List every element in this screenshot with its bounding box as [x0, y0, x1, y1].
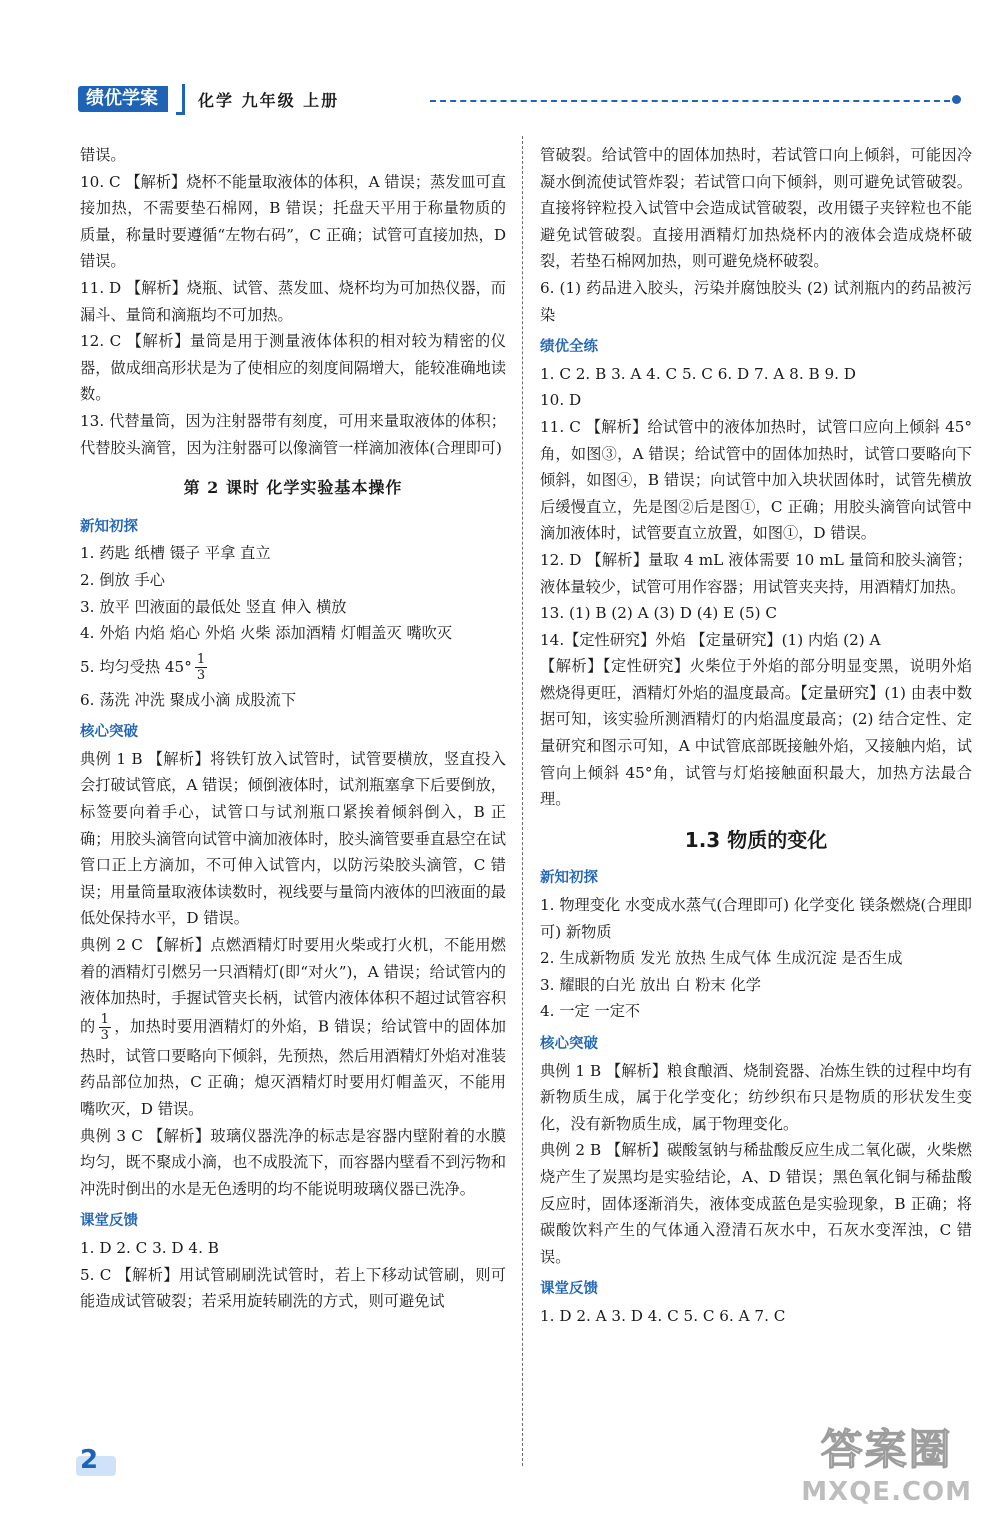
new-item-5 — [80, 647, 506, 687]
example-2-part-a: 典例 2 C 【解析】点燃酒精灯时要用火柴或打火机，不能用燃着的酒精灯引燃另一只酒精灯(即“对火”)，A 错误；给试管内的液体加热时，手握试管夹长柄，试管内液体体积不超过试管容积的 — [80, 936, 506, 1036]
example-3: 典例 3 C 【解析】玻璃仪器洗净的标志是容器内壁附着的水膜均匀，既不聚成小滴，也不成股流下，而容器内壁看不到污物和冲洗时倒出的水是无色透明的均不能说明玻璃仪器已洗净。 — [80, 1126, 506, 1198]
section-heading-feedback: 课堂反馈 — [80, 1213, 138, 1230]
answer-q12: 12. C 【解析】量筒是用于测量液体体积的相对较为精密的仪器，做成细高形状是为了使相应的刻度间隔增大，能较准确地读数。 — [80, 332, 506, 404]
feedback-q5: 5. C 【解析】用试管刷刷洗试管时，若上下移动试管刷，则可能造成试管破裂；若采用旋转刷洗的方式，则可避免试 — [80, 1265, 506, 1311]
example-1: 典例 1 B 【解析】粮食酿酒、烧制瓷器、冶炼生铁的过程中均有新物质生成，属于化学变化；纺纱织布只是物质的形状发生变化，没有新物质生成，属于物理变化。 — [540, 1061, 972, 1133]
header-dot-icon — [952, 95, 961, 104]
example-2-part-b: ，加热时要用酒精灯的外焰，B 错误；给试管中的固体加热时，试管口要略向下倾斜，先预热，然后用酒精灯外焰对准装药品部位加热，C 正确；熄灭酒精灯时要用灯帽盖灭，不能用嘴吹灭，D 错误。 — [80, 1017, 506, 1118]
book-subtitle: 化学 九年级 上册 — [198, 91, 340, 110]
fraction-denominator: 3 — [196, 668, 206, 684]
new-item-1: 1. 物理变化 水变成水蒸气(合理即可) 化学变化 镁条燃烧(合理即可) 新物质 — [540, 896, 972, 941]
brand-bracket — [176, 84, 185, 115]
fraction-one-third — [99, 1012, 111, 1043]
example-1: 典例 1 B 【解析】将铁钉放入试管时，试管要横放，竖直投入会打破试管底，A 错误；倾倒液体时，试剂瓶塞拿下后要倒放，标签要向着手心，试管口与试剂瓶口紧挨着倾斜倒入，B 正确；用胶头滴管向试管中滴加液体时，胶头滴管要垂直悬空在试管口正上方滴加，不可伸入试管内，以防污染胶头滴管，C 错误；用量筒量取液体读数时，视线要与量筒内液体的凹液面的最低处保持水平，D 错误。 — [80, 749, 506, 928]
feedback-q5-continued: 管破裂。给试管中的固体加热时，若试管口向上倾斜，可能因冷凝水倒流使试管炸裂；若试管口向下倾斜，则可避免试管破裂。直接将锌粒投入试管中会造成试管破裂，改用镊子夹锌粒也不能避免试管破裂。直接用酒精灯加热烧杯内的液体会造成烧杯破裂，若垫石棉网加热，则可避免烧杯破裂。 — [540, 146, 972, 271]
practice-answer-12: 12. D 【解析】量取 4 mL 液体需要 10 mL 量筒和胶头滴管；液体量较少，试管可用作容器；用试管夹夹持，用酒精灯加热。 — [540, 550, 972, 596]
fraction-one-third — [195, 652, 207, 683]
section-heading-core: 核心突破 — [540, 1036, 598, 1052]
fraction-numerator: 1 — [196, 652, 206, 668]
new-item-6: 6. 荡洗 冲洗 聚成小滴 成股流下 — [80, 690, 297, 709]
watermark-url: MXQE.COM — [801, 1477, 972, 1507]
new-item-2: 2. 生成新物质 发光 放热 生成气体 生成沉淀 是否生成 — [540, 949, 903, 968]
new-item-5-text: 5. 均匀受热 45° — [80, 657, 192, 676]
practice-answers-1-9: 1. C 2. B 3. A 4. C 5. C 6. D 7. A 8. B 9. D — [540, 364, 856, 383]
practice-answer-14: 14.【定性研究】外焰 【定量研究】(1) 内焰 (2) A — [540, 630, 881, 649]
answer-q11: 11. D 【解析】烧瓶、试管、蒸发皿、烧杯均为可加热仪器，而漏斗、量筒和滴瓶均不可加热。 — [80, 278, 506, 324]
practice-answer-14-explanation: 【解析】【定性研究】火柴位于外焰的部分明显变黑，说明外焰燃烧得更旺，酒精灯外焰的温度最高。【定量研究】(1) 由表中数据可知，该实验所测酒精灯的内焰温度最高；(2) 结合定性、定量研究和图示可知，A 中试管底部既接触外焰，又接触内焰，试管向上倾斜 45°角，试管与灯焰接触面积最大，加热方法最合理。 — [540, 657, 972, 809]
example-2 — [80, 932, 506, 1123]
section-heading-feedback: 课堂反馈 — [540, 1281, 598, 1298]
practice-answer-13: 13. (1) B (2) A (3) D (4) E (5) C — [540, 604, 778, 623]
new-item-3: 3. 放平 凹液面的最低处 竖直 伸入 横放 — [80, 597, 347, 616]
page-header — [78, 84, 978, 124]
practice-answer-10: 10. D — [540, 391, 582, 410]
example-2: 典例 2 B 【解析】碳酸氢钠与稀盐酸反应生成二氧化碳，火柴燃烧产生了炭黑均是实验结论，A、D 错误；黑色氧化铜与稀盐酸反应时，固体逐渐消失，液体变成蓝色是实验现象，B 正确；将碳酸饮料产生的气体通入澄清石灰水中，石灰水变浑浊，C 错误。 — [540, 1141, 972, 1266]
feedback-answers: 1. D 2. A 3. D 4. C 5. C 6. A 7. C — [540, 1306, 786, 1325]
section-heading-core: 核心突破 — [80, 724, 138, 741]
watermark-logo: 答案圈 — [820, 1425, 953, 1474]
new-item-4: 4. 外焰 内焰 焰心 外焰 火柴 添加酒精 灯帽盖灭 嘴吹灭 — [80, 624, 453, 643]
page-number: 2 — [80, 1445, 99, 1475]
header-dashed-rule — [430, 100, 950, 102]
feedback-answers: 1. D 2. C 3. D 4. B — [80, 1238, 219, 1257]
new-item-1: 1. 药匙 纸槽 镊子 平拿 直立 — [80, 544, 271, 563]
section-heading-new: 新知初探 — [80, 518, 138, 535]
new-item-3: 3. 耀眼的白光 放出 白 粉末 化学 — [540, 975, 761, 994]
left-column — [80, 142, 506, 1315]
section-heading-new: 新知初探 — [540, 870, 598, 887]
watermark — [801, 1417, 972, 1507]
answer-text: 错误。 — [80, 146, 126, 164]
answer-q13: 13. 代替量筒，因为注射器带有刻度，可用来量取液体的体积；代替胶头滴管，因为注射器可以像滴管一样滴加液体(合理即可) — [80, 411, 506, 457]
new-item-2: 2. 倒放 手心 — [80, 570, 165, 589]
fraction-numerator: 1 — [100, 1011, 109, 1027]
brand-badge: 绩优学案 — [78, 86, 168, 112]
section-heading-practice: 绩优全练 — [540, 339, 598, 356]
column-divider — [522, 136, 523, 1466]
right-column — [540, 142, 972, 1330]
section-title: 1.3 物质的变化 — [684, 827, 828, 852]
new-item-4: 4. 一定 一定不 — [540, 1002, 641, 1021]
lesson-title: 第 2 课时 化学实验基本操作 — [183, 478, 403, 498]
feedback-q6: 6. (1) 药品进入胶头，污染并腐蚀胶头 (2) 试剂瓶内的药品被污染 — [540, 278, 972, 324]
answer-q10: 10. C 【解析】烧杯不能量取液体的体积，A 错误；蒸发皿可直接加热，不需要垫石棉网，B 错误；托盘天平用于称量物质的质量，称量时要遵循“左物右码”，C 正确；试管可直接加热，D 错误。 — [80, 172, 506, 271]
practice-answer-11: 11. C 【解析】给试管中的液体加热时，试管口应向上倾斜 45°角，如图③，A 错误；给试管中的固体加热时，试管口要略向下倾斜，如图④，B 错误；向试管中加入块状固体时，试管先横放后缓慢直立，先是图②后是图①，C 正确；用胶头滴管向试管中滴加液体时，试管要直立放置，如图①，D 错误。 — [540, 417, 972, 543]
fraction-denominator: 3 — [100, 1027, 109, 1043]
